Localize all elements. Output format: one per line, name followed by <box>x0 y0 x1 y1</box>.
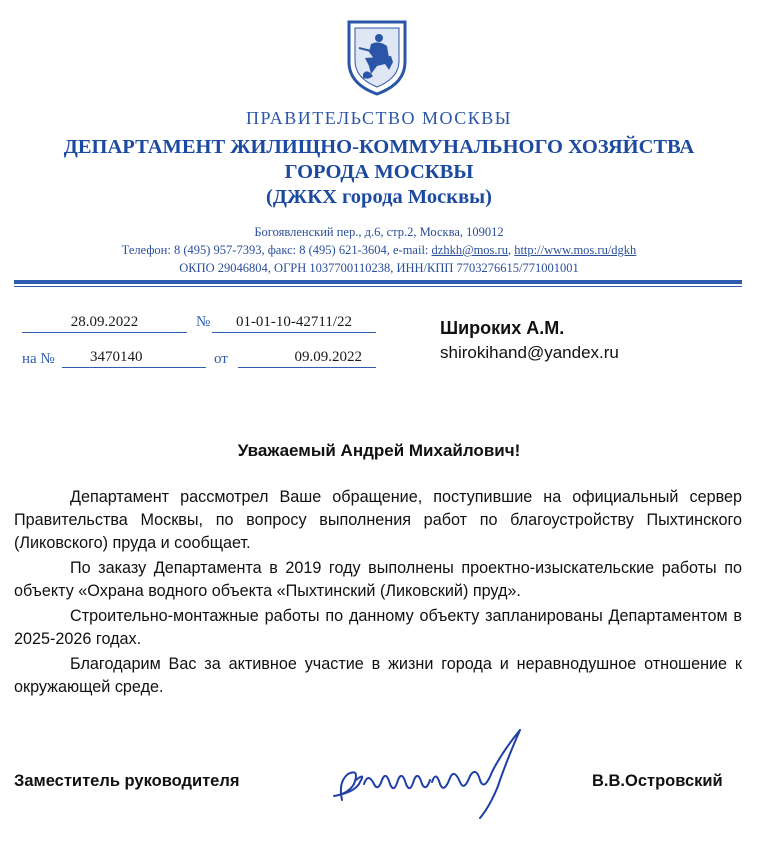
number-field <box>212 314 376 333</box>
letter-date: 28.09.2022 <box>70 314 139 330</box>
contact-line <box>0 243 758 258</box>
contact-separator: , <box>507 243 515 257</box>
handwritten-signature <box>320 722 560 822</box>
ref-date-field <box>238 349 376 368</box>
signatory-title: Заместитель руководителя <box>14 772 240 790</box>
recipient-email: shirokihand@yandex.ru <box>440 343 619 362</box>
moscow-coat-of-arms-icon <box>345 18 409 96</box>
phone-fax: Телефон: 8 (495) 957-7393, факс: 8 (495) 621-3604, e-mail: <box>121 243 432 257</box>
letter-paragraph: Строительно-монтажные работы по данному объекту запланированы Департаментом в 2025-2026 годах. <box>14 607 742 648</box>
email-link[interactable]: dzhkh@mos.ru <box>431 243 508 257</box>
letter-number: 01-01-10-42711/22 <box>235 314 353 330</box>
header-divider-thin <box>14 286 742 287</box>
number-label: № <box>196 314 211 330</box>
from-label: от <box>214 351 228 367</box>
date-field <box>22 314 187 333</box>
letter-paragraph: По заказу Департамента в 2019 году выполнены проектно-изыскательские работы по объекту «Охрана водного объекта «Пыхтинский (Ликовский) пруд». <box>14 559 742 600</box>
letter-paragraph: Департамент рассмотрел Ваше обращение, поступившие на официальный сервер Правительства Москвы, по вопросу выполнения работ по благоустройству Пыхтинского (Ликовского) пруда и сообщает. <box>14 488 742 552</box>
ref-label: на № <box>22 351 55 367</box>
government-name: ПРАВИТЕЛЬСТВО МОСКВЫ <box>245 108 512 128</box>
recipient-name: Широких А.М. <box>440 318 565 338</box>
department-short-name: (ДЖКХ города Москвы) <box>266 186 492 208</box>
header-divider-thick <box>14 280 742 284</box>
website-link[interactable]: http://www.mos.ru/dgkh <box>514 243 637 257</box>
letter-greeting: Уважаемый Андрей Михайлович! <box>237 441 521 460</box>
registry-codes: ОКПО 29046804, ОГРН 1037700110238, ИНН/КПП 7703276615/771001001 <box>179 261 579 275</box>
ref-number-field <box>62 349 206 368</box>
ref-date: 09.09.2022 <box>294 349 362 365</box>
department-name-line1: ДЕПАРТАМЕНТ ЖИЛИЩНО-КОММУНАЛЬНОГО ХОЗЯЙСТВА <box>63 136 695 158</box>
department-name-line2: ГОРОДА МОСКВЫ <box>284 161 474 183</box>
department-address: Богоявленский пер., д.6, стр.2, Москва, 109012 <box>254 225 504 239</box>
ref-number: 3470140 <box>90 349 143 365</box>
signatory-name: В.В.Островский <box>592 772 723 790</box>
letter-paragraph: Благодарим Вас за активное участие в жизни города и неравнодушное отношение к окружающей среде. <box>14 655 742 696</box>
